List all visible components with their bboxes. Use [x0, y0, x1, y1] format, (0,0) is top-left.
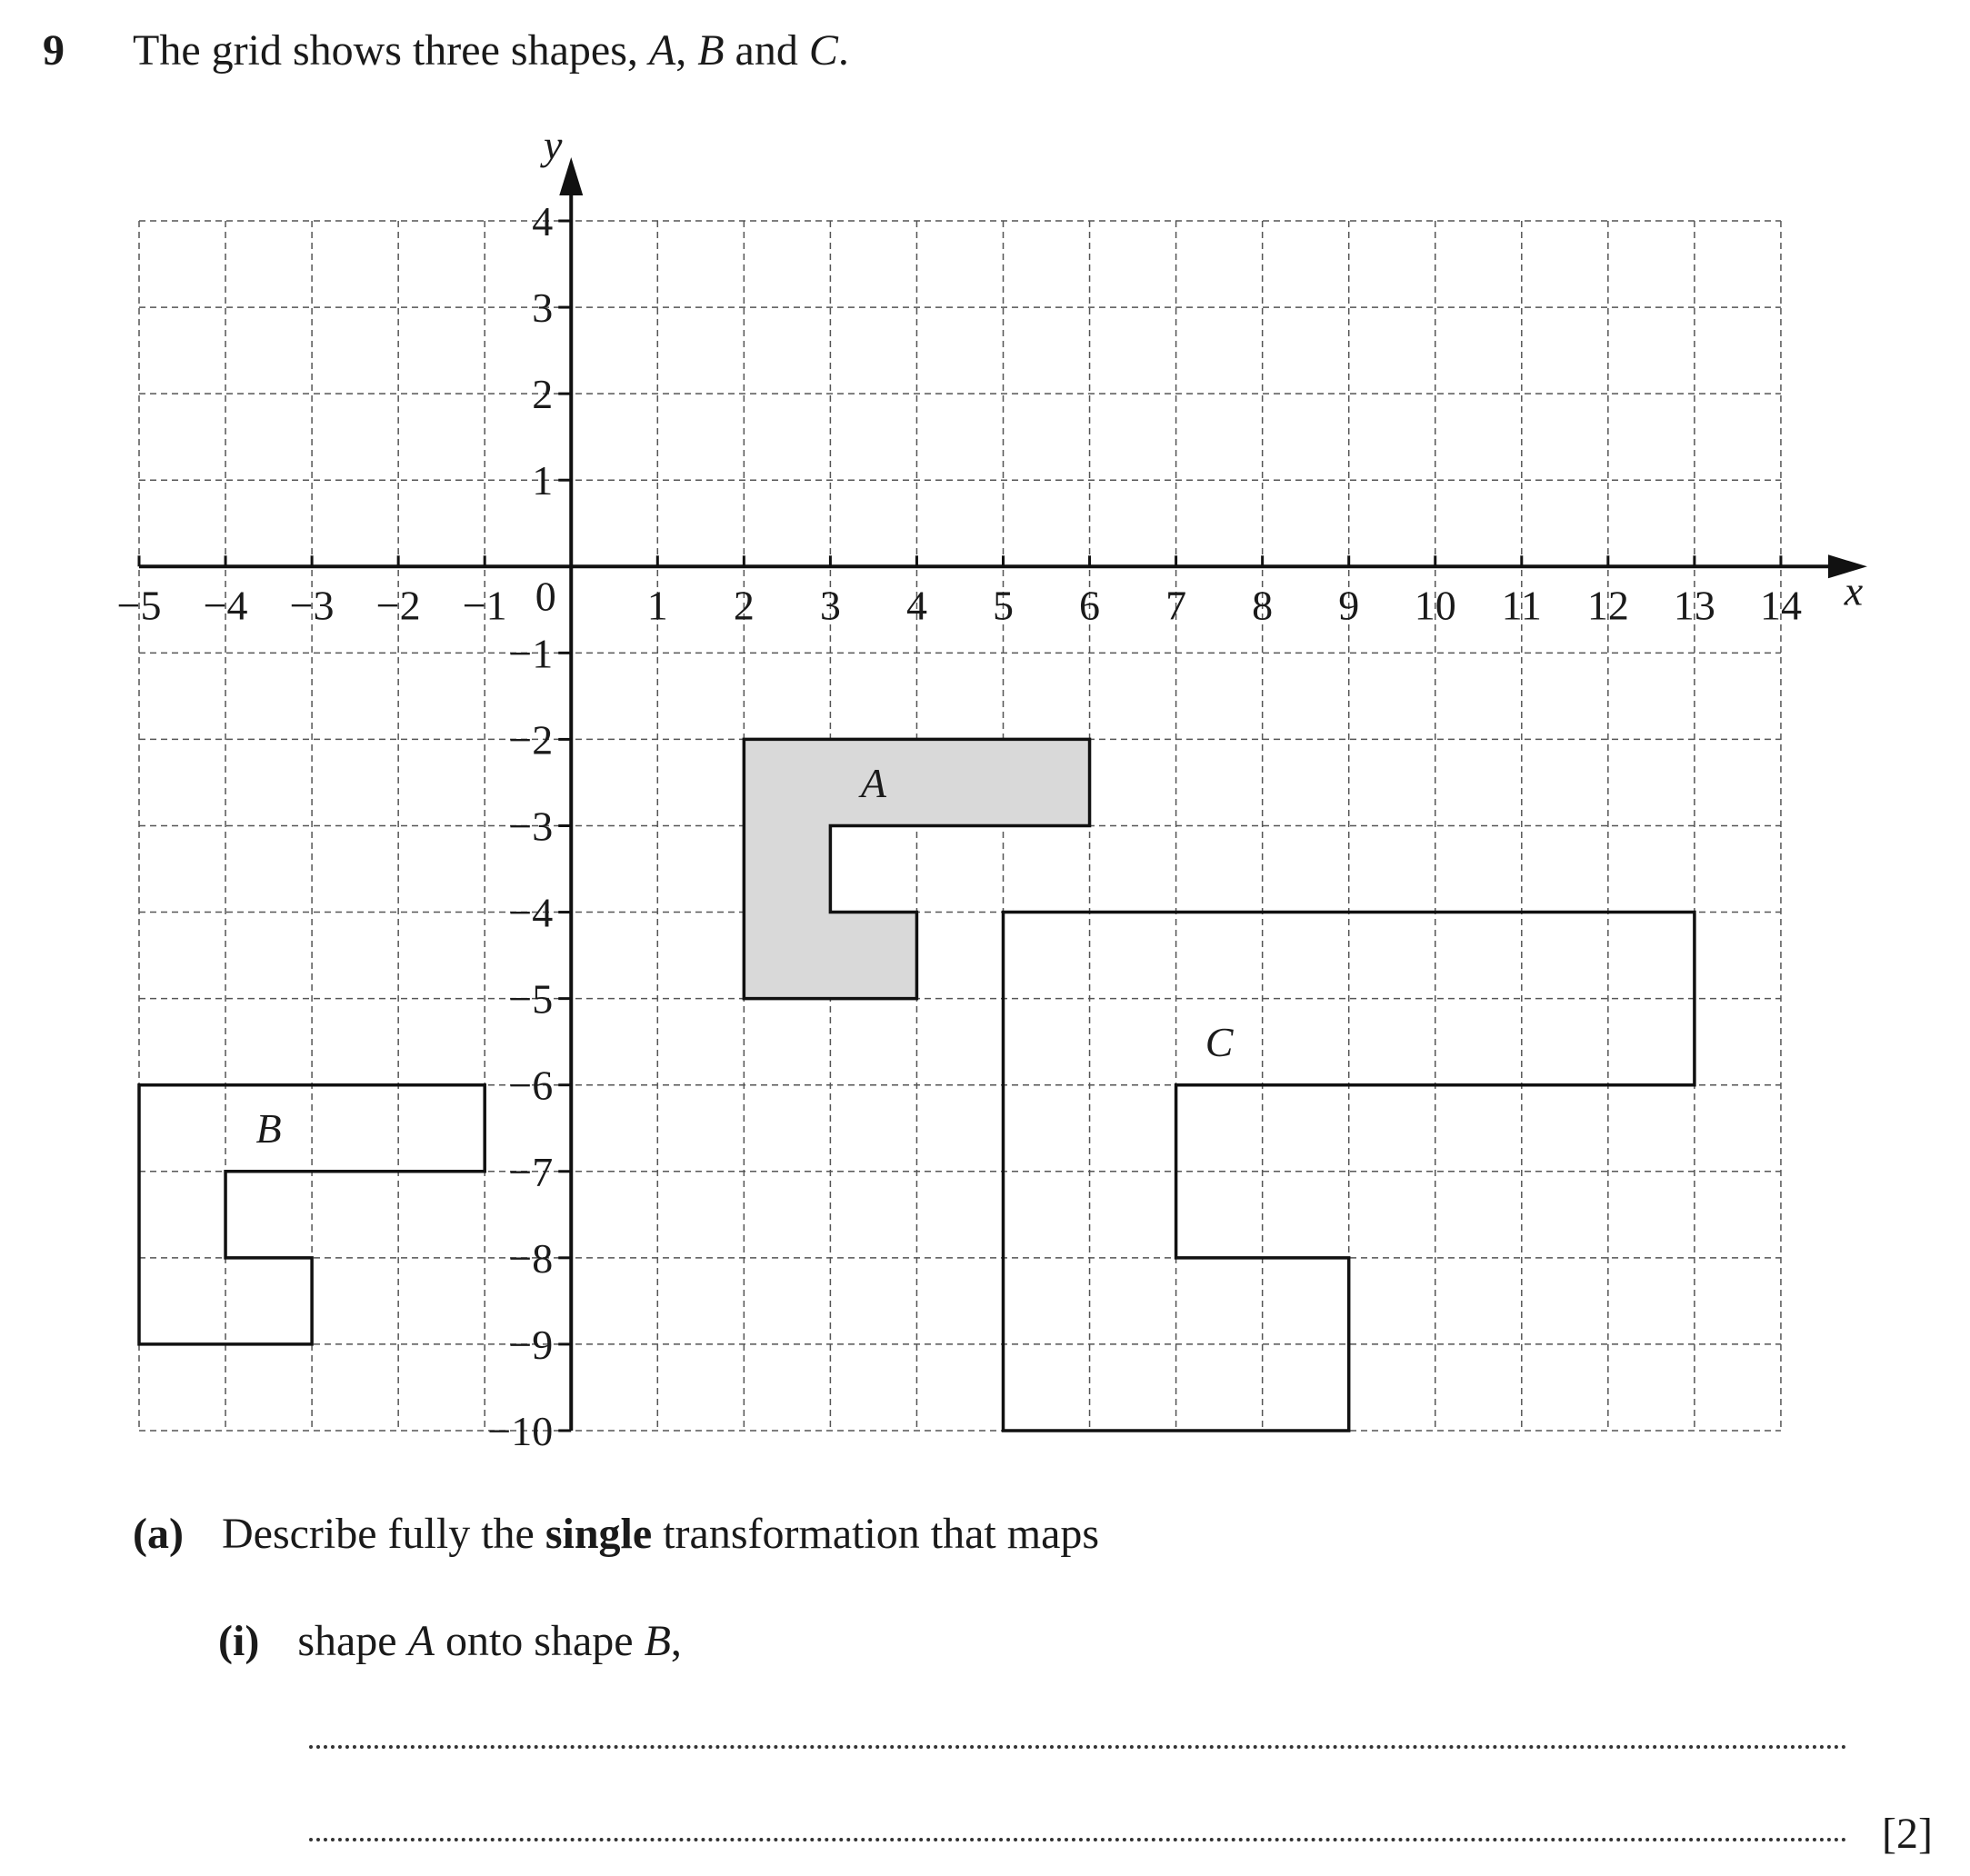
marks-label: [2] — [1882, 1810, 1933, 1858]
x-tick-label: 12 — [1586, 582, 1629, 629]
origin-label: 0 — [535, 573, 556, 620]
x-tick-label: 10 — [1414, 582, 1456, 629]
shape-label-b: B — [255, 1105, 282, 1153]
x-tick-label: 8 — [1252, 582, 1274, 629]
y-tick-label: −1 — [508, 630, 554, 677]
x-tick-label: −1 — [462, 582, 507, 629]
y-tick-label: 1 — [532, 457, 554, 504]
answer-line-2[interactable] — [309, 1838, 1847, 1841]
y-tick-label: 3 — [532, 284, 554, 332]
intro-shape-b: B — [697, 26, 725, 75]
y-tick-label: −4 — [508, 889, 554, 936]
y-tick-label: −8 — [508, 1234, 554, 1282]
x-axis-label: x — [1844, 567, 1864, 614]
y-tick-label: −7 — [508, 1148, 554, 1195]
y-tick-label: 2 — [532, 371, 554, 418]
x-tick-label: 4 — [905, 582, 927, 629]
y-tick-label: −3 — [508, 803, 554, 850]
x-tick-label: 6 — [1079, 582, 1101, 629]
x-tick-label: 1 — [646, 582, 668, 629]
part-a-text-post: transformation that maps — [652, 1510, 1100, 1558]
shape-label-c: C — [1205, 1019, 1234, 1066]
x-tick-label: −5 — [116, 582, 162, 629]
part-i-shape-from: A — [407, 1617, 435, 1665]
y-tick-label: 4 — [532, 198, 554, 244]
intro-end: . — [837, 26, 849, 75]
intro-shape-c: C — [808, 26, 838, 75]
x-tick-label: 5 — [993, 582, 1014, 629]
part-i-text-post: , — [670, 1617, 682, 1665]
y-tick-label: −10 — [487, 1407, 554, 1454]
part-i-shape-to: B — [644, 1617, 671, 1665]
intro-sep2: and — [724, 26, 809, 75]
x-tick-label: −2 — [375, 582, 421, 629]
x-tick-label: 11 — [1501, 582, 1542, 629]
x-tick-label: 3 — [819, 582, 841, 629]
intro-text: The grid shows three shapes, — [133, 26, 649, 75]
part-a-i — [218, 1616, 682, 1666]
y-tick-label: −9 — [508, 1321, 554, 1368]
part-i-text-pre: shape — [297, 1617, 408, 1665]
part-a-text-bold: single — [545, 1510, 653, 1558]
x-tick-label: −3 — [289, 582, 335, 629]
question-number: 9 — [43, 26, 65, 75]
shape-label-a: A — [860, 759, 886, 806]
part-i-label: (i) — [218, 1617, 260, 1665]
x-tick-label: 7 — [1165, 582, 1187, 629]
y-tick-label: −6 — [508, 1062, 554, 1109]
part-i-text-mid: onto shape — [434, 1617, 645, 1665]
x-tick-label: 2 — [733, 582, 755, 629]
part-a-text-pre: Describe fully the — [221, 1510, 545, 1558]
x-tick-label: 14 — [1759, 582, 1802, 629]
answer-line-1[interactable] — [309, 1745, 1847, 1749]
part-a-label: (a) — [133, 1510, 184, 1558]
y-tick-label: −2 — [508, 716, 554, 763]
y-axis-label: y — [544, 122, 563, 168]
x-tick-label: −4 — [203, 582, 248, 629]
x-tick-label: 13 — [1673, 582, 1715, 629]
y-tick-label: −5 — [508, 975, 554, 1023]
intro-shape-a: A — [648, 26, 676, 75]
x-tick-label: 9 — [1338, 582, 1360, 629]
intro-sep1: , — [675, 26, 698, 75]
y-axis-arrow-icon — [559, 157, 583, 195]
part-a — [133, 1509, 1099, 1559]
